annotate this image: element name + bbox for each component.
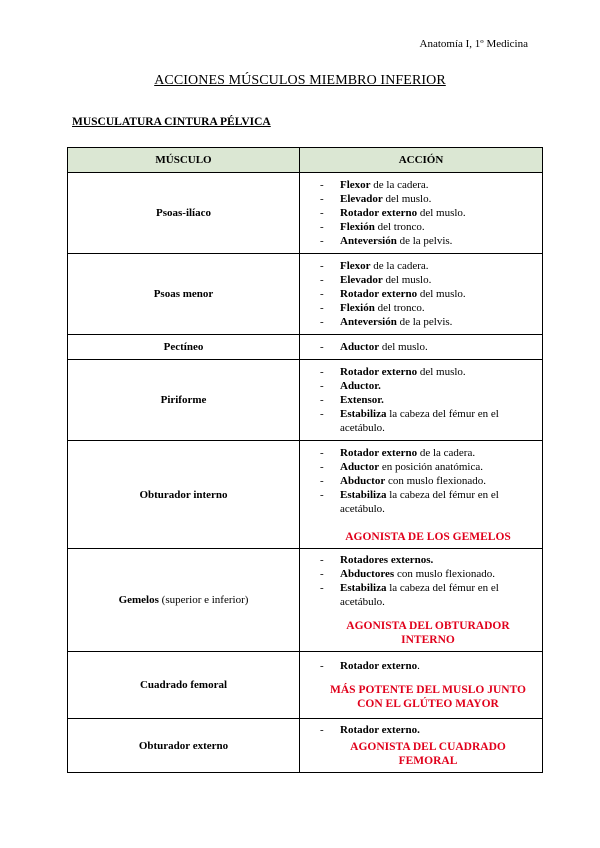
list-item: - Aductor. [320, 379, 536, 393]
list-item: - Abductor con muslo flexionado. [320, 474, 536, 488]
list-item: - Extensor. [320, 393, 536, 407]
column-header-muscle: MÚSCULO [68, 148, 300, 173]
action-cell [300, 549, 543, 652]
table-row [68, 360, 543, 441]
muscle-name: Pectíneo [68, 335, 300, 360]
list-item: - Rotador externo. [320, 659, 536, 673]
action-list [320, 340, 536, 354]
muscle-actions-table [67, 147, 543, 773]
action-list [320, 178, 536, 248]
list-item: - Rotadores externos. [320, 553, 536, 567]
muscle-name: Cuadrado femoral [68, 652, 300, 719]
list-item: - Elevador del muslo. [320, 192, 536, 206]
list-item: - Flexor de la cadera. [320, 178, 536, 192]
list-item: - Rotador externo del muslo. [320, 287, 536, 301]
list-item: - Anteversión de la pelvis. [320, 315, 536, 329]
action-cell [300, 335, 543, 360]
list-item: - Estabiliza la cabeza del fémur en el acetábulo. [320, 581, 536, 609]
table-row [68, 173, 543, 254]
action-list [320, 723, 536, 737]
muscle-name: Psoas menor [68, 254, 300, 335]
list-item: - Rotador externo de la cadera. [320, 446, 536, 460]
table-header-row [68, 148, 543, 173]
page-title: ACCIONES MÚSCULOS MIEMBRO INFERIOR [154, 73, 446, 88]
action-cell [300, 719, 543, 773]
action-list [320, 446, 536, 516]
action-list [320, 659, 536, 673]
agonist-note: AGONISTA DEL OBTURADOR INTERNO [346, 620, 510, 646]
action-cell [300, 652, 543, 719]
agonist-note: AGONISTA DEL CUADRADO FEMORAL [350, 741, 506, 767]
action-list [320, 553, 536, 609]
potency-note: MÁS POTENTE DEL MUSLO JUNTO CON EL GLÚTEO MAYOR [330, 684, 526, 710]
action-cell [300, 441, 543, 549]
list-item: - Aductor en posición anatómica. [320, 460, 536, 474]
list-item: - Flexión del tronco. [320, 301, 536, 315]
action-cell [300, 173, 543, 254]
list-item: - Flexión del tronco. [320, 220, 536, 234]
table-row [68, 652, 543, 719]
action-list [320, 365, 536, 435]
muscle-name: Obturador externo [68, 719, 300, 773]
table-row [68, 549, 543, 652]
list-item: - Estabiliza la cabeza del fémur en el acetábulo. [320, 488, 536, 516]
table-row [68, 719, 543, 773]
column-header-action: ACCIÓN [300, 148, 543, 173]
list-item: - Estabiliza la cabeza del fémur en el acetábulo. [320, 407, 536, 435]
muscle-name: Gemelos (superior e inferior) [68, 549, 300, 652]
agonist-note: AGONISTA DE LOS GEMELOS [345, 530, 511, 543]
muscle-name: Piriforme [68, 360, 300, 441]
list-item: - Anteversión de la pelvis. [320, 234, 536, 248]
list-item: - Abductores con muslo flexionado. [320, 567, 536, 581]
list-item: - Flexor de la cadera. [320, 259, 536, 273]
muscle-name: Psoas-ilíaco [68, 173, 300, 254]
muscle-name-note: (superior e inferior) [158, 594, 249, 606]
action-cell [300, 254, 543, 335]
document-header: Anatomía I, 1º Medicina [419, 38, 528, 50]
list-item: - Rotador externo. [320, 723, 536, 737]
list-item: - Aductor del muslo. [320, 340, 536, 354]
action-list [320, 259, 536, 329]
table-row [68, 335, 543, 360]
list-item: - Elevador del muslo. [320, 273, 536, 287]
muscle-name: Obturador interno [68, 441, 300, 549]
section-heading: MUSCULATURA CINTURA PÉLVICA [72, 116, 271, 128]
action-cell [300, 360, 543, 441]
table-row [68, 441, 543, 549]
list-item: - Rotador externo del muslo. [320, 206, 536, 220]
list-item: - Rotador externo del muslo. [320, 365, 536, 379]
table-row [68, 254, 543, 335]
